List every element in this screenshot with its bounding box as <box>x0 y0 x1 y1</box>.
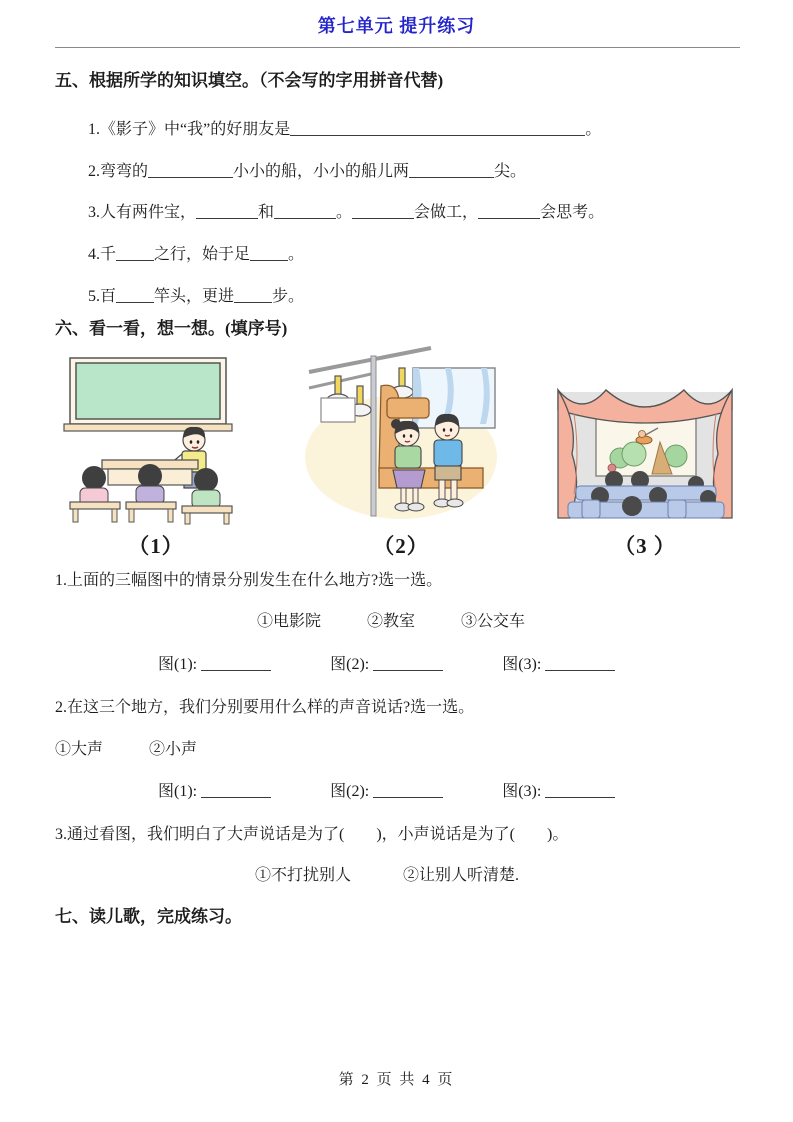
fill-item-4-text: 之行，始于足 <box>154 246 251 263</box>
fill-item-4 <box>88 241 304 264</box>
blank-line <box>250 248 288 261</box>
blank-line <box>545 658 615 671</box>
header-divider <box>55 47 740 48</box>
fig2-answer-label: 图(2): <box>330 783 370 800</box>
fill-item-5-end: 步。 <box>272 288 305 305</box>
blank-line <box>116 290 154 303</box>
blank-line <box>352 206 414 219</box>
fill-item-2 <box>88 158 526 181</box>
fill-item-2-end: 尖。 <box>494 163 527 180</box>
blank-line <box>148 165 233 178</box>
fill-item-3-text: 会做工， <box>414 204 479 221</box>
q2-option-2: ②小声 <box>149 741 198 758</box>
figure-1 <box>58 354 254 560</box>
blank-line <box>409 165 494 178</box>
q1-option-2: ②教室 <box>367 613 416 630</box>
q2-answer-row <box>158 778 615 801</box>
fill-item-1 <box>88 116 601 139</box>
blank-line <box>234 290 272 303</box>
fill-item-4-end: 。 <box>288 246 305 263</box>
fill-item-5-text: 竿头，更进 <box>154 288 235 305</box>
q1-options <box>257 608 525 631</box>
blank-line <box>201 658 271 671</box>
fill-item-4-text: 4.千 <box>88 246 117 263</box>
blank-line <box>116 248 154 261</box>
blank-line <box>201 785 271 798</box>
bus-illustration <box>301 342 501 526</box>
fill-item-3-text: 3.人有两件宝， <box>88 204 197 221</box>
blank-line <box>274 206 336 219</box>
fill-item-5 <box>88 283 304 306</box>
fig1-answer-label: 图(1): <box>158 656 198 673</box>
fig3-answer-label: 图(3): <box>502 656 542 673</box>
classroom-illustration <box>58 354 254 526</box>
section6-q1: 1.上面的三幅图中的情景分别发生在什么地方?选一选。 <box>55 572 443 589</box>
section6-q3: 3.通过看图，我们明白了大声说话是为了( )，小声说话是为了( )。 <box>55 826 569 843</box>
blank-line <box>545 785 615 798</box>
fill-item-3 <box>88 199 604 222</box>
fill-item-3-text: 和 <box>258 204 275 221</box>
q3-options <box>255 862 519 885</box>
q1-option-3: ③公交车 <box>461 613 526 630</box>
blank-line <box>290 123 585 136</box>
blank-line <box>373 658 443 671</box>
blank-line <box>373 785 443 798</box>
section6-q2: 2.在这三个地方，我们分别要用什么样的声音说话?选一选。 <box>55 699 475 716</box>
fill-item-5-text: 5.百 <box>88 288 117 305</box>
fill-item-2-text: 2.弯弯的 <box>88 163 149 180</box>
section7-heading: 七、读儿歌，完成练习。 <box>55 907 242 926</box>
q1-answer-row <box>158 651 615 674</box>
figure-1-label: （1） <box>128 534 184 558</box>
figure-3-label: （3 ） <box>614 534 676 558</box>
figure-3 <box>548 384 742 560</box>
figure-2-label: （2） <box>373 534 429 558</box>
page-number: 第 2 页 共 4 页 <box>338 1072 455 1088</box>
figure-2 <box>301 342 501 560</box>
q1-option-1: ①电影院 <box>257 613 322 630</box>
section5-heading: 五、根据所学的知识填空。（不会写的字用拼音代替) <box>55 71 444 90</box>
fig3-answer-label: 图(3): <box>502 783 542 800</box>
fill-item-3-end: 会思考。 <box>540 204 605 221</box>
fig1-answer-label: 图(1): <box>158 783 198 800</box>
page-title: 第七单元 提升练习 <box>317 16 476 36</box>
q3-option-1: ①不打扰别人 <box>255 867 352 884</box>
figures-row <box>58 345 742 560</box>
q2-options <box>55 736 197 759</box>
fig2-answer-label: 图(2): <box>330 656 370 673</box>
fill-item-1-text: 1.《影子》中“我”的好朋友是 <box>88 121 291 138</box>
fill-item-2-text: 小小的船，小小的船儿两 <box>233 163 410 180</box>
section6-heading: 六、看一看，想一想。(填序号) <box>55 319 288 338</box>
fill-item-3-text: 。 <box>336 204 353 221</box>
cinema-illustration <box>548 384 742 526</box>
blank-line <box>478 206 540 219</box>
q3-option-2: ②让别人听清楚. <box>403 867 520 884</box>
q2-option-1: ①大声 <box>55 741 104 758</box>
fill-item-1-end: 。 <box>585 121 602 138</box>
blank-line <box>196 206 258 219</box>
